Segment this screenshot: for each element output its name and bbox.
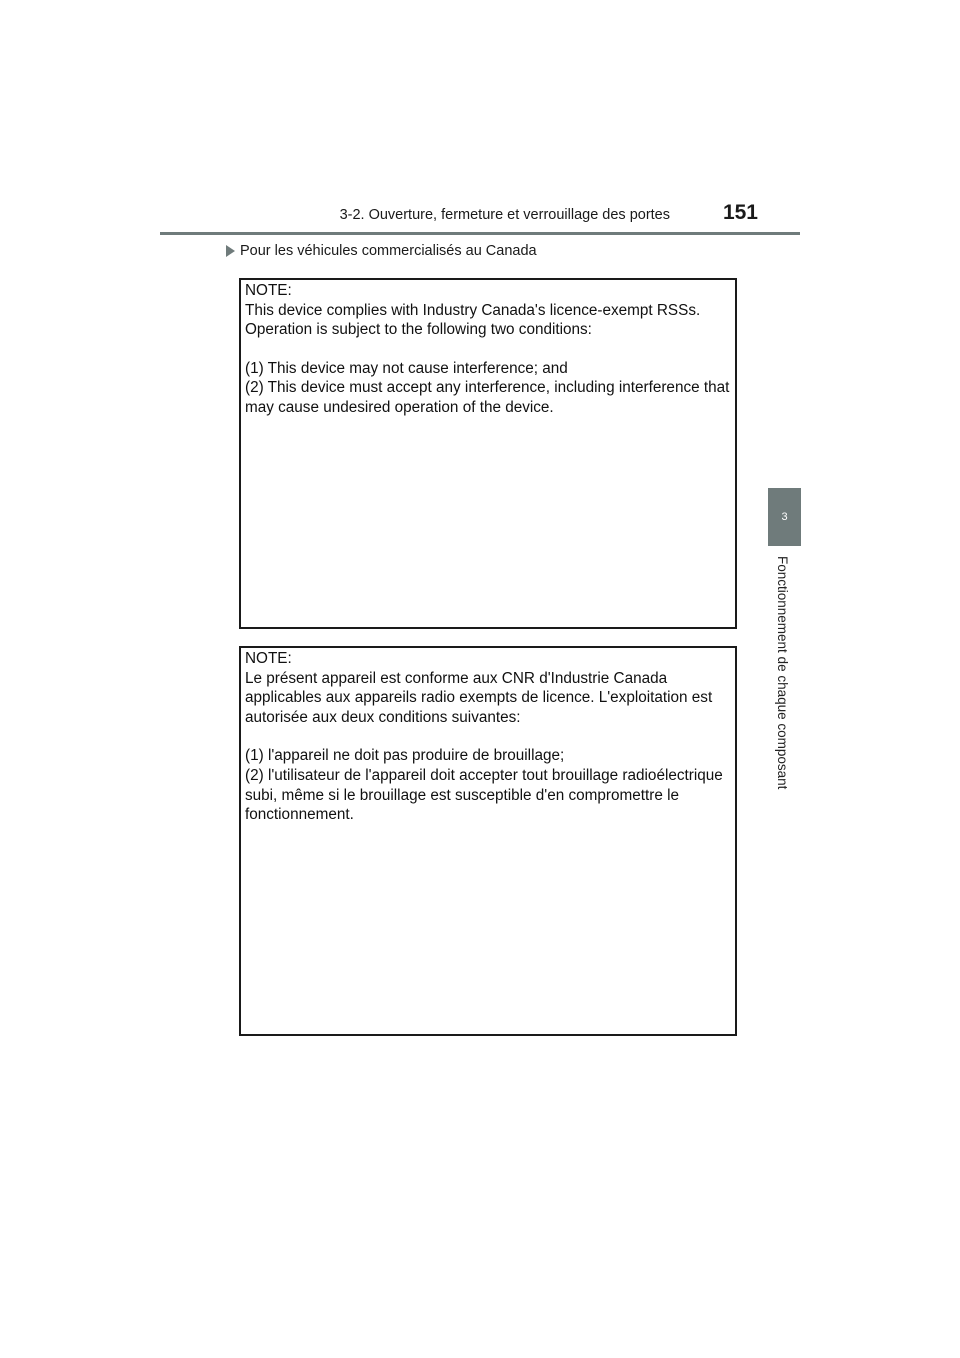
notice-box-french bbox=[239, 646, 737, 1036]
triangle-arrow-icon bbox=[226, 245, 235, 257]
notice-heading: NOTE: bbox=[245, 650, 292, 667]
chapter-side-label: Fonctionnement de chaque composant bbox=[775, 556, 790, 790]
condition-1: (1) This device may not cause interference; and bbox=[245, 359, 568, 377]
condition-2-cont: subi, même si le brouillage est susceptible d'en compromettre le bbox=[245, 786, 679, 804]
condition-2: (2) l'utilisateur de l'appareil doit accepter tout brouillage radioélectrique bbox=[245, 766, 723, 784]
notice-line: Operation is subject to the following two conditions: bbox=[245, 321, 592, 339]
notice-line: applicables aux appareils radio exempts de licence. L'exploitation est bbox=[245, 689, 713, 707]
spacer bbox=[245, 340, 731, 359]
notice-box-english bbox=[239, 278, 737, 629]
notice-heading: NOTE: bbox=[245, 282, 292, 299]
section-title: 3-2. Ouverture, fermeture et verrouillage des portes bbox=[339, 207, 670, 223]
condition-2-cont: fonctionnement. bbox=[245, 806, 354, 824]
condition-2: (2) This device must accept any interference, including interference that bbox=[245, 379, 730, 397]
chapter-tab bbox=[768, 488, 801, 546]
header-rule bbox=[160, 232, 800, 235]
condition-2-cont: may cause undesired operation of the device. bbox=[245, 398, 554, 416]
page-number: 151 bbox=[722, 201, 758, 224]
notice-line: Le présent appareil est conforme aux CNR d'Industrie Canada bbox=[245, 669, 668, 687]
intro-line bbox=[226, 243, 537, 259]
chapter-number: 3 bbox=[781, 511, 788, 523]
spacer bbox=[245, 727, 731, 746]
notice-line: autorisée aux deux conditions suivantes: bbox=[245, 708, 521, 726]
condition-1: (1) l'appareil ne doit pas produire de brouillage; bbox=[245, 747, 565, 765]
intro-text: Pour les véhicules commercialisés au Canada bbox=[240, 243, 537, 259]
notice-line: This device complies with Industry Canada's licence-exempt RSSs. bbox=[245, 301, 701, 319]
